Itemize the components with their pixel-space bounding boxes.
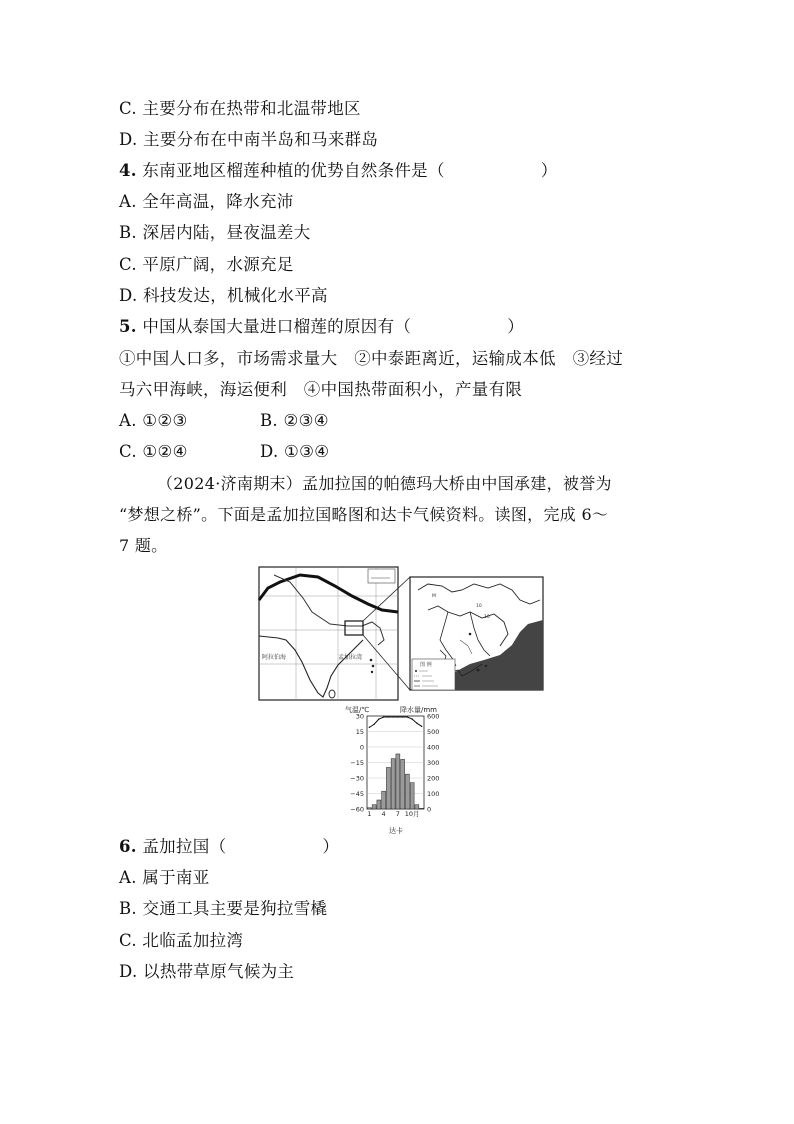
temp-tick-label: −45	[350, 789, 364, 798]
temperature-point	[416, 723, 417, 724]
inset-legend-title: 图 例	[420, 662, 432, 668]
q3-option-c: C. 主要分布在热带和北温带地区	[119, 99, 361, 118]
precip-bar	[382, 791, 386, 809]
temperature-point	[407, 716, 408, 717]
q5-stem-text: 中国从泰国大量进口榴莲的原因有（	[142, 317, 412, 336]
precip-bar	[396, 754, 400, 809]
chart-caption: 达卡	[389, 827, 403, 835]
precip-tick-label: 600	[427, 712, 440, 721]
q6-stem	[119, 836, 339, 858]
precipitation-axis-title: 降水量/mm	[400, 706, 437, 714]
precip-bar	[415, 805, 419, 809]
precip-bar	[401, 759, 405, 809]
q4-stem-text: 东南亚地区榴莲种植的优势自然条件是（	[142, 161, 445, 180]
temperature-point	[392, 716, 393, 717]
temp-tick-label: 15	[355, 727, 364, 736]
q5-number: 5.	[119, 317, 137, 336]
q4-option-b: B. 深居内陆，昼夜温差大	[119, 223, 311, 242]
temperature-point	[411, 718, 412, 719]
precip-bar	[377, 800, 381, 809]
q4-paren-close: ）	[540, 161, 558, 180]
q4-number: 4.	[119, 161, 137, 180]
south-asia-map	[259, 567, 398, 700]
svg-text:10: 10	[476, 604, 482, 609]
q5-statements-line1: ①中国人口多，市场需求量大 ②中泰距离近，运输成本低 ③经过	[119, 349, 623, 368]
precip-bar	[367, 808, 371, 809]
precip-bar	[410, 783, 414, 809]
q6-option-c: C. 北临孟加拉湾	[119, 931, 244, 950]
month-tick-label: 4	[381, 810, 386, 818]
q5-option-c: C. ①②④	[119, 442, 188, 461]
temperature-point	[421, 726, 422, 727]
q4-option-a: A. 全年高温，降水充沛	[119, 192, 294, 211]
temperature-point	[388, 716, 389, 717]
q6-option-a: A. 属于南亚	[119, 868, 210, 887]
month-tick-label: 1	[367, 810, 372, 818]
passage-line1: （2024·济南期末）孟加拉国的帕德玛大桥由中国承建，被誉为	[157, 474, 612, 493]
temperature-point	[373, 724, 374, 725]
precip-tick-label: 300	[427, 758, 440, 767]
q5-statements-line2: 马六甲海峡，海运便利 ④中国热带面积小，产量有限	[119, 380, 523, 399]
precip-tick-label: 400	[427, 743, 440, 752]
q6-option-b: B. 交通工具主要是狗拉雪橇	[119, 899, 328, 918]
arabian-sea-label: 阿拉伯海	[262, 654, 287, 661]
temperature-point	[402, 716, 403, 717]
temp-tick-label: −60	[350, 805, 364, 814]
q3-option-d: D. 主要分布在中南半岛和马来群岛	[119, 130, 379, 149]
temperature-axis-title: 气温/℃	[345, 706, 370, 714]
precip-bar	[372, 805, 376, 809]
temp-tick-label: −30	[350, 774, 364, 783]
temperature-point	[378, 718, 379, 719]
precip-tick-label: 100	[427, 789, 440, 798]
q4-option-d: D. 科技发达，机械化水平高	[119, 286, 328, 305]
q6-option-d: D. 以热带草原气候为主	[119, 962, 295, 981]
q4-option-c: C. 平原广阔，水源充足	[119, 255, 294, 274]
passage-line3: 7 题。	[119, 536, 168, 555]
svg-text:10: 10	[484, 615, 490, 620]
q6-number: 6.	[119, 837, 137, 856]
temp-tick-label: −15	[350, 758, 364, 767]
temperature-point	[369, 727, 370, 728]
q5-paren-close: ）	[507, 317, 524, 336]
month-tick-label: 10月	[404, 810, 420, 818]
precip-tick-label: 500	[427, 727, 440, 736]
precip-bar	[391, 759, 395, 809]
q6-paren-close: ）	[322, 837, 340, 856]
temp-tick-label: 30	[355, 712, 364, 721]
temperature-point	[383, 716, 384, 717]
q5-option-a: A. ①②③	[119, 411, 188, 430]
precip-bar	[420, 808, 424, 809]
temp-tick-label: 0	[359, 743, 364, 752]
q5-option-b: B. ②③④	[260, 411, 329, 430]
temperature-point	[397, 716, 398, 717]
q5-option-d: D. ①③④	[260, 442, 330, 461]
dhaka-climate-chart	[345, 705, 439, 835]
svg-text:M: M	[432, 594, 436, 599]
precip-tick-label: 200	[427, 774, 440, 783]
q6-stem-text: 孟加拉国（	[142, 837, 227, 856]
month-tick-label: 7	[395, 810, 400, 818]
precip-tick-label: 0	[427, 805, 432, 814]
passage-line2: “梦想之桥”。下面是孟加拉国略图和达卡气候资料。读图，完成 6～	[119, 505, 609, 524]
precip-bar	[386, 767, 390, 809]
bay-of-bengal-label: 孟加拉湾	[338, 654, 363, 661]
bangladesh-inset-map	[410, 577, 543, 690]
precip-bar	[405, 774, 409, 809]
